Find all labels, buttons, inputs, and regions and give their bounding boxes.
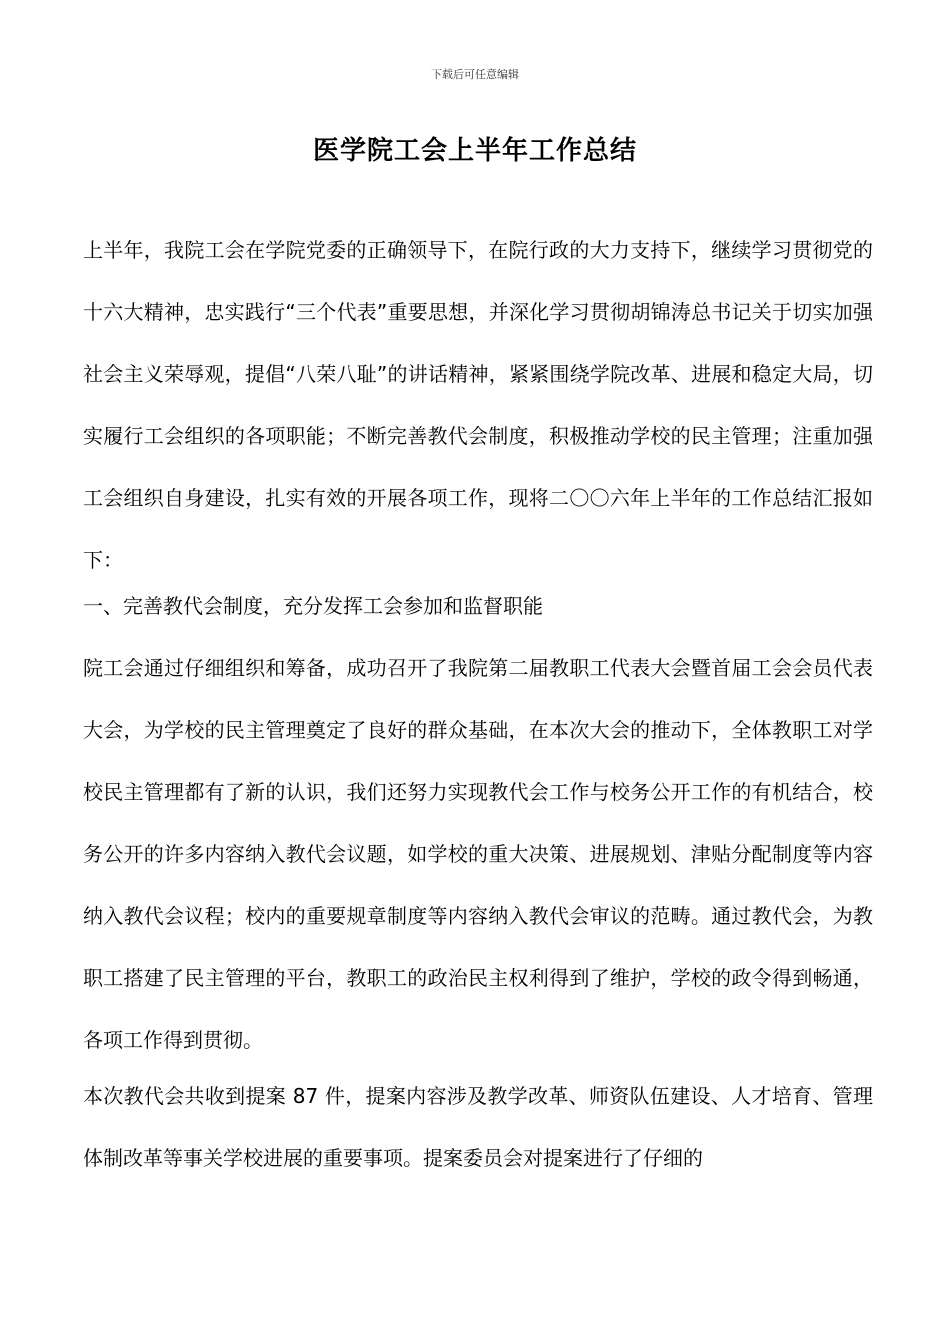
body-paragraph: 本次教代会共收到提案 87 件，提案内容涉及教学改革、师资队伍建设、人才培育、管理体制改革等事关学校进展的重要事项。提案委员会对提案进行了仔细的	[83, 1084, 873, 1170]
body-paragraph: 院工会通过仔细组织和筹备，成功召开了我院第二届教职工代表大会暨首届工会会员代表大会，为学校的民主管理奠定了良好的群众基础，在本次大会的推动下，全体教职工对学校民主管理都有了新的认识，我们还努力实现教代会工作与校务公开工作的有机结合，校务公开的许多内容纳入教代会议题，如学校的重大决策、进展规划、津贴分配制度等内容纳入教代会议程；校内的重要规章制度等内容纳入教代会审议的范畴。通过教代会，为教职工搭建了民主管理的平台，教职工的政治民主权利得到了维护，学校的政令得到畅通，各项工作得到贯彻。	[83, 656, 873, 1052]
intro-paragraph: 上半年，我院工会在学院党委的正确领导下，在院行政的大力支持下，继续学习贯彻党的十六大精神，忠实践行“三个代表”重要思想，并深化学习贯彻胡锦涛总书记关于切实加强社会主义荣辱观，提倡“八荣八耻”的讲话精神，紧紧围绕学院改革、进展和稳定大局，切实履行工会组织的各项职能；不断完善教代会制度，积极推动学校的民主管理；注重加强工会组织自身建设，扎实有效的开展各项工作，现将二〇〇六年上半年的工作总结汇报如下：	[83, 238, 873, 572]
document-title: 医学院工会上半年工作总结	[312, 136, 637, 166]
header-note: 下载后可任意编辑	[431, 68, 519, 81]
document-body	[83, 219, 873, 1189]
section-heading: 一、完善教代会制度，充分发挥工会参加和监督职能	[83, 594, 543, 618]
